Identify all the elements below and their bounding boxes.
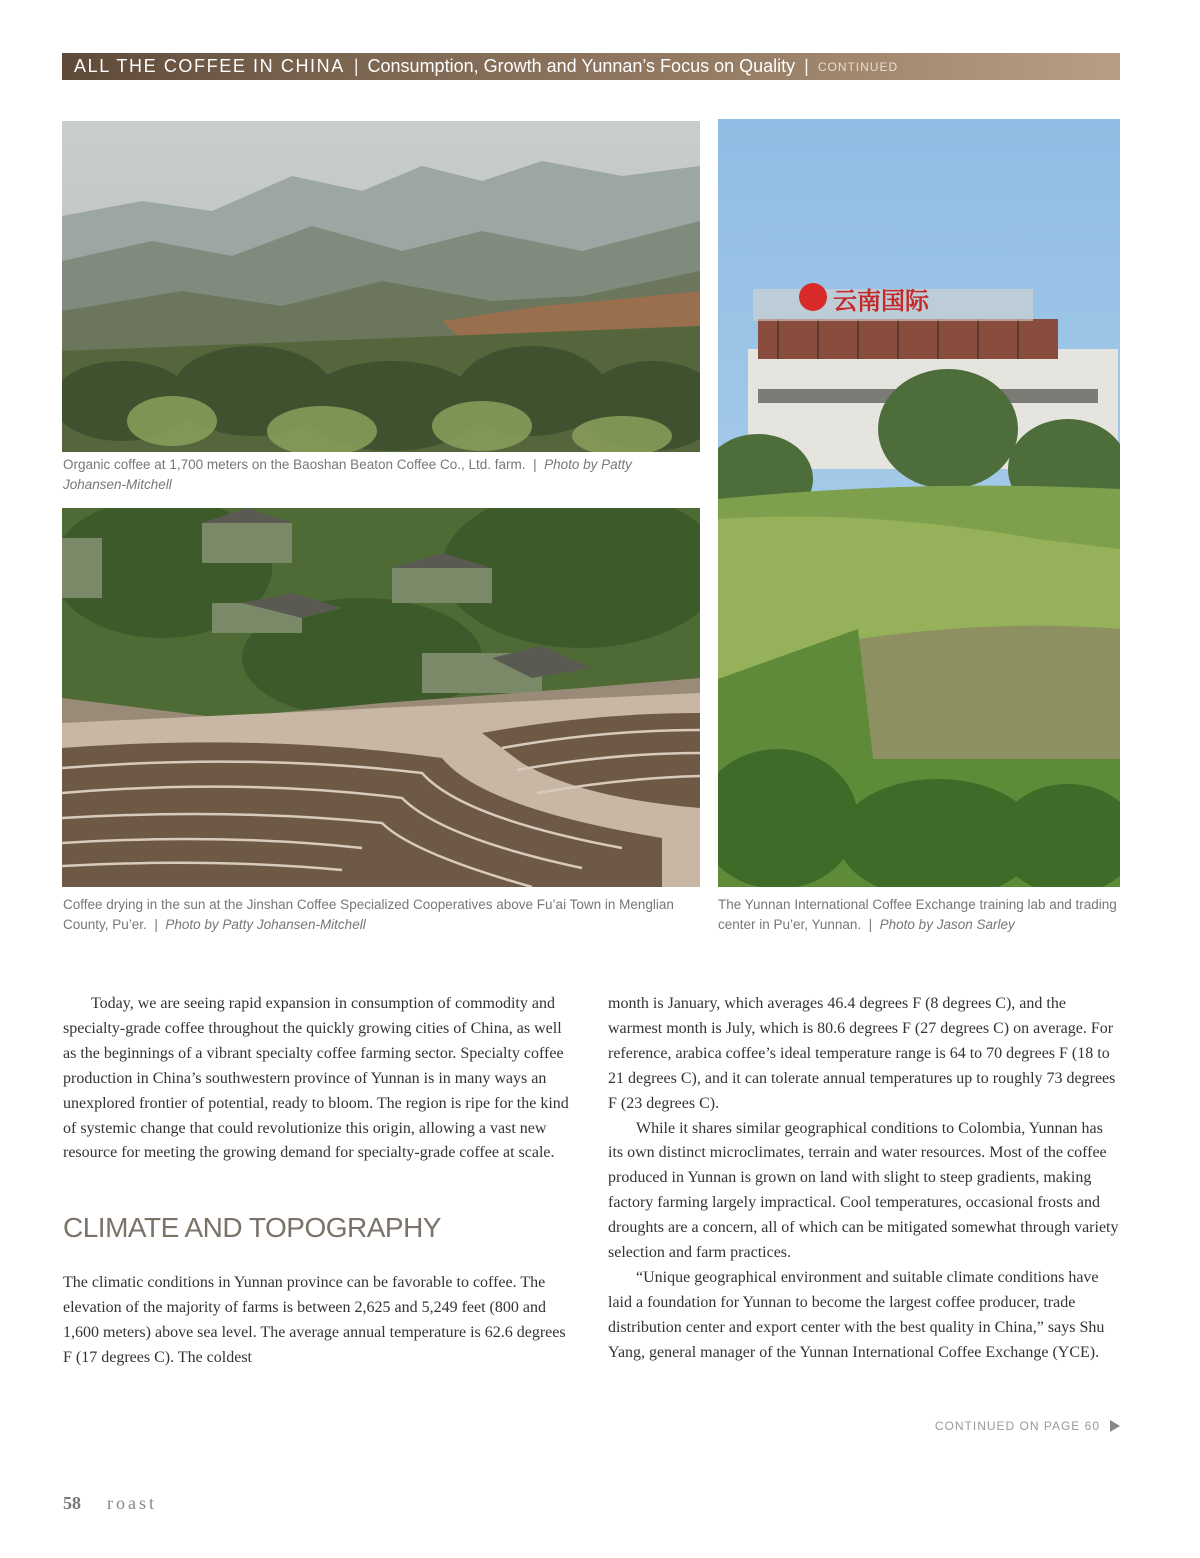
magazine-name: roast bbox=[107, 1493, 157, 1513]
photo-caption bbox=[63, 455, 693, 495]
caption-text: Organic coffee at 1,700 meters on the Baoshan Beaton Coffee Co., Ltd. farm. bbox=[63, 457, 526, 472]
article-column-left bbox=[63, 992, 573, 1371]
arrow-right-icon bbox=[1110, 1420, 1120, 1432]
body-paragraph: “Unique geographical environment and suitable climate conditions have laid a foundation for Yunnan to become the largest coffee producer, trade distribution center and export center with the best quality in China,” says Shu Yang, general manager of the Yunnan International Coffee Exchange (YCE). bbox=[608, 1268, 1105, 1361]
caption-separator: | bbox=[533, 457, 537, 472]
photo-caption bbox=[63, 895, 693, 935]
caption-text: The Yunnan International Coffee Exchange training lab and trading center in Pu’er, Yunnan. bbox=[718, 897, 1117, 932]
caption-separator: | bbox=[868, 917, 873, 932]
article-column-right bbox=[608, 992, 1120, 1366]
series-title: ALL THE COFFEE IN CHINA bbox=[74, 56, 345, 76]
photo-credit: Photo by Patty Johansen-Mitchell bbox=[63, 457, 632, 492]
body-paragraph: The climatic conditions in Yunnan province can be favorable to coffee. The elevation of the majority of farms is between 2,625 and 5,249 feet (800 and 1,600 meters) above sea level. The average annual temperature is 62.6 degrees F (17 degrees C). The coldest bbox=[63, 1274, 566, 1367]
continued-on-page-link[interactable] bbox=[935, 1419, 1120, 1433]
page-footer bbox=[63, 1493, 157, 1514]
body-paragraph: While it shares similar geographical conditions to Colombia, Yunnan has its own distinct microclimates, terrain and water resources. Most of the coffee produced in Yunnan is grown on land with slight to steep gradients, making factory farming largely impractical. Cool temperatures, occasional frosts and droughts are a concern, all of which can be mitigated somewhat through variety selection and farm practices. bbox=[608, 1119, 1119, 1262]
section-header-bar bbox=[62, 53, 1120, 80]
caption-separator: | bbox=[154, 917, 158, 932]
photo-credit: Photo by Patty Johansen-Mitchell bbox=[165, 917, 366, 932]
photo-coffee-drying-patio bbox=[62, 508, 700, 887]
building-sign-text: 云南国际 bbox=[833, 287, 929, 315]
photo-coffee-exchange-building bbox=[718, 119, 1120, 887]
header-separator: | bbox=[353, 56, 359, 76]
continued-note[interactable]: CONTINUED ON PAGE 60 bbox=[934, 1419, 1100, 1433]
photo-credit: Photo by Jason Sarley bbox=[879, 917, 1015, 932]
continued-tag: CONTINUED bbox=[817, 59, 899, 74]
body-paragraph: month is January, which averages 46.4 degrees F (8 degrees C), and the warmest month is July, which is 80.6 degrees F (27 degrees C) on average. For reference, arabica coffee’s ideal temperature range is 64 to 70 degrees F (18 to 21 degrees C), and it can tolerate annual temperatures up to roughly 73 degrees F (23 degrees C). bbox=[608, 995, 1116, 1112]
intro-paragraph: Today, we are seeing rapid expansion in consumption of commodity and specialty-grade coffee throughout the quickly growing cities of China, as well as the beginnings of a vibrant specialty coffee farming sector. Specialty coffee production in China’s southwestern province of Yunnan is in many ways an unexplored frontier of potential, ready to bloom. The region is ripe for the kind of systemic change that could revolutionize this origin, allowing a vast new resource for meeting the growing demand for specialty-grade coffee at scale. bbox=[63, 995, 569, 1162]
article-title: Consumption, Growth and Yunnan’s Focus on Quality bbox=[367, 56, 796, 76]
header-separator: | bbox=[804, 56, 809, 76]
photo-caption bbox=[718, 895, 1120, 935]
page-number: 58 bbox=[63, 1493, 81, 1513]
section-heading: CLIMATE AND TOPOGRAPHY bbox=[63, 1212, 441, 1244]
photo-mountain-coffee-farm bbox=[62, 121, 700, 452]
caption-text: Coffee drying in the sun at the Jinshan Coffee Specialized Cooperatives above Fu’ai Town in Menglian County, Pu’er. bbox=[63, 897, 674, 932]
